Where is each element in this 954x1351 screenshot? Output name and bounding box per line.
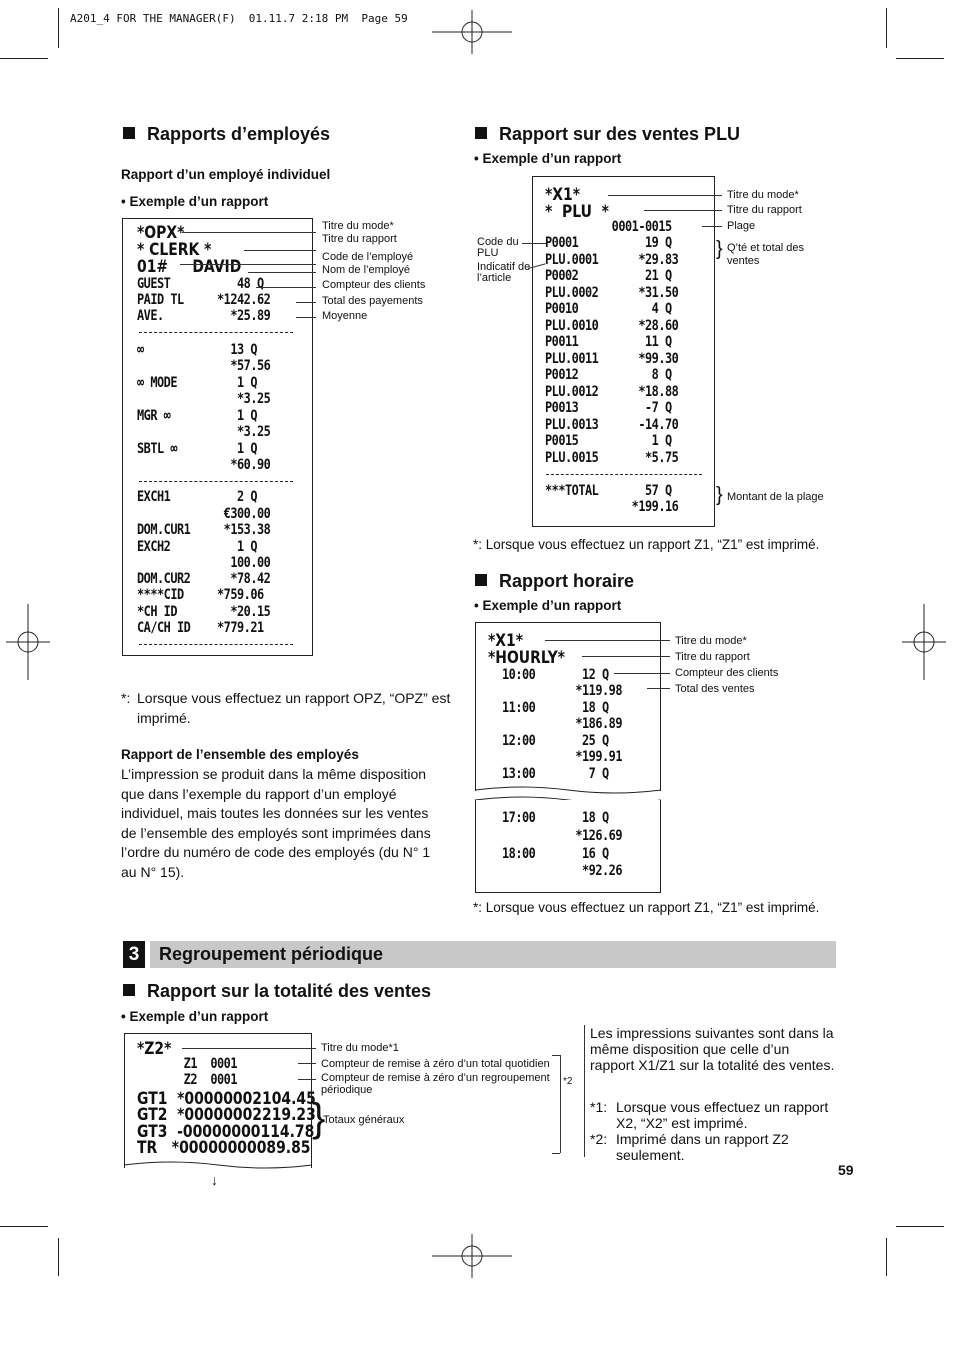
crop-mark <box>58 1238 59 1276</box>
bracket-line <box>552 1055 560 1056</box>
square-bullet-icon <box>475 127 487 139</box>
leader-line <box>647 688 670 689</box>
label-sales-total: Total des ventes <box>675 683 755 695</box>
section-number: 3 <box>123 941 145 968</box>
label-item-indicator: Indicatif de l’article <box>477 261 531 284</box>
label-mode-title: Titre du mode* <box>727 189 799 201</box>
footnote-2: Imprimé dans un rapport Z2 seulement. <box>616 1131 789 1163</box>
receipt-line: ∞ 13 Q <box>137 342 258 358</box>
leader-line <box>298 1079 316 1080</box>
receipt-line: DOM.CUR2 *78.42 <box>137 571 271 587</box>
receipt-line: ***TOTAL 57 Q <box>545 483 672 499</box>
registration-mark-icon <box>902 604 946 680</box>
leader-line <box>296 302 316 303</box>
example-label: • Exemple d’un rapport <box>474 598 622 613</box>
receipt-line: P0012 8 Q <box>545 367 672 383</box>
receipt-line: 18:00 16 Q <box>502 846 609 862</box>
label-report-title: Titre du rapport <box>322 233 397 245</box>
receipt-line: *199.91 <box>502 749 623 765</box>
square-bullet-icon <box>123 984 135 996</box>
crop-mark <box>886 1238 887 1276</box>
receipt-line: Z1 0001 <box>137 1056 238 1072</box>
label-range: Plage <box>727 220 756 232</box>
label-grand-totals: Totaux généraux <box>323 1114 405 1126</box>
example-label: • Exemple d’un rapport <box>474 151 622 166</box>
label-report-title: Titre du rapport <box>727 204 802 216</box>
leader-line <box>582 656 670 657</box>
receipt-line: MGR ∞ 1 Q <box>137 408 258 424</box>
note-plu: *: Lorsque vous effectuez un rapport Z1, “Z1” est imprimé. <box>473 537 820 552</box>
example-label: • Exemple d’un rapport <box>121 1009 269 1024</box>
leader-line <box>545 640 670 641</box>
receipt-line: *3.25 <box>137 391 271 407</box>
receipt-line: *60.90 <box>137 457 271 473</box>
receipt-line: PLU.0011 *99.30 <box>545 351 679 367</box>
print-header: A201_4 FOR THE MANAGER(F) 01.11.7 2:18 PM Page 59 <box>70 12 408 25</box>
receipt-line: P0002 21 Q <box>545 268 672 284</box>
receipt-line: 17:00 18 Q <box>502 810 609 826</box>
label-mode-title: Titre du mode* <box>322 220 394 232</box>
receipt-line: PLU.0002 *31.50 <box>545 285 679 301</box>
subtitle-individual: Rapport d’un employé individuel <box>121 167 331 182</box>
receipt-line: *Z2* <box>137 1039 172 1059</box>
receipt-line: *57.56 <box>137 358 271 374</box>
receipt-employee <box>122 218 313 656</box>
receipt-line: PAID TL *1242.62 <box>137 292 271 308</box>
receipt-line: *HOURLY* <box>488 648 565 668</box>
receipt-line: 12:00 25 Q <box>502 733 609 749</box>
section-title-hourly: Rapport horaire <box>475 571 634 592</box>
receipt-hourly-top <box>475 622 661 791</box>
crop-mark <box>0 1226 48 1227</box>
dashed-separator <box>139 332 293 333</box>
receipt-line: *126.69 <box>502 828 623 844</box>
receipt-line: PLU.0013 -14.70 <box>545 417 679 433</box>
leader-line <box>644 210 722 211</box>
receipt-line: AVE. *25.89 <box>137 308 271 324</box>
receipt-line: P0010 4 Q <box>545 301 672 317</box>
receipt-line: DOM.CUR1 *153.38 <box>137 522 271 538</box>
receipt-line: Z2 0001 <box>137 1072 238 1088</box>
receipt-line: *X1* <box>488 631 524 651</box>
receipt-line: ****CID *759.06 <box>137 587 264 603</box>
receipt-line: *92.26 <box>502 863 623 879</box>
leader-line <box>256 287 316 288</box>
crop-mark <box>58 8 59 48</box>
receipt-line: *OPX* <box>137 223 185 243</box>
receipt-line: 10:00 12 Q <box>502 667 609 683</box>
receipt-line: *199.16 <box>545 499 679 515</box>
leader-line <box>180 264 316 265</box>
dashed-separator <box>546 474 702 475</box>
label-range-amount: Montant de la plage <box>727 491 824 503</box>
receipt-line: GUEST 48 Q <box>137 276 264 292</box>
receipt-line: *X1* <box>545 185 581 205</box>
label-daily-reset: Compteur de remise à zéro d’un total quotidien <box>321 1058 550 1070</box>
section-title-periodic: Regroupement périodique <box>159 944 384 964</box>
paragraph-all-clerks: L’impression se produit dans la même disposition que dans l’exemple du rapport d’un employé individuel, mais toutes les données sur les ventes de l’ensemble des employés sont imprimées dans l’ordre du numéro de code des employés (du N° 1 au N° 15). <box>121 766 431 880</box>
receipt-line: EXCH1 2 Q <box>137 489 258 505</box>
receipt-line: *3.25 <box>137 424 271 440</box>
label-mode-title: Titre du mode* <box>675 635 747 647</box>
crop-mark <box>896 1226 944 1227</box>
label-clerk-code: Code de l’employé <box>322 251 414 263</box>
leader-line <box>522 243 546 244</box>
receipt-line: 13:00 7 Q <box>502 766 609 782</box>
label-customer-count: Compteur des clients <box>675 667 779 679</box>
receipt-line: EXCH2 1 Q <box>137 539 258 555</box>
receipt-line: PLU.0001 *29.83 <box>545 252 679 268</box>
receipt-line: 11:00 18 Q <box>502 700 609 716</box>
receipt-total-sales <box>124 1033 316 1168</box>
registration-mark-icon <box>432 10 512 54</box>
label-clerk-name: Nom de l’employé <box>322 264 411 276</box>
note-hourly: *: Lorsque vous effectuez un rapport Z1, “Z1” est imprimé. <box>473 900 820 915</box>
subtitle-all-clerks: Rapport de l’ensemble des employés <box>121 747 359 762</box>
receipt-plu <box>532 176 715 527</box>
dashed-separator <box>139 481 293 482</box>
leader-line <box>608 195 722 196</box>
square-bullet-icon <box>123 127 135 139</box>
leader-line <box>244 250 316 251</box>
footnote-marker-1: *1: <box>590 1099 608 1115</box>
receipt-line: GT1 *00000002104.45 <box>137 1089 316 1109</box>
footnote-marker-2: *2 <box>563 1076 573 1087</box>
receipt-line: PLU.0015 *5.75 <box>545 450 679 466</box>
section-title-employees: Rapports d’employés <box>123 124 330 145</box>
receipt-line: * CLERK * <box>137 240 212 260</box>
receipt-line: GT2 *00000002219.23 <box>137 1105 316 1125</box>
down-arrow-icon: ↓ <box>211 1172 218 1188</box>
footnote-marker-2-text: *2: <box>590 1131 608 1147</box>
registration-mark-icon <box>6 604 50 680</box>
dashed-separator <box>139 644 293 645</box>
crop-mark <box>0 58 48 59</box>
page-number: 59 <box>838 1162 854 1178</box>
paragraph-total-sales: Les impressions suivantes sont dans la même disposition que celle d’un rapport X1/Z1 sur la totalité des ventes. <box>590 1025 835 1073</box>
label-customer-count: Compteur des clients <box>322 279 426 291</box>
column-divider <box>584 1025 585 1157</box>
section-title-plu: Rapport sur des ventes PLU <box>475 124 740 145</box>
label-report-title: Titre du rapport <box>675 651 750 663</box>
receipt-line: PLU.0010 *28.60 <box>545 318 679 334</box>
receipt-line: TR *00000000089.85 <box>137 1138 311 1158</box>
label-mode-title: Titre du mode*1 <box>321 1042 399 1054</box>
leader-line <box>248 272 316 273</box>
leader-line <box>182 1048 316 1049</box>
receipt-line: * PLU * <box>545 202 609 222</box>
leader-line <box>614 673 670 674</box>
label-periodic-reset: Compteur de remise à zéro d’un regroupement périodique <box>321 1072 550 1096</box>
label-plu-code: Code du PLU <box>477 236 519 259</box>
receipt-line: P0011 11 Q <box>545 334 672 350</box>
receipt-line: €300.00 <box>137 506 271 522</box>
brace-icon: } <box>312 1096 326 1140</box>
footnote-1: Lorsque vous effectuez un rapport X2, “X2” est imprimé. <box>616 1099 829 1131</box>
label-qty-total: Q’té et total des ventes <box>727 242 805 267</box>
section-title-total-sales: Rapport sur la totalité des ventes <box>123 981 431 1002</box>
leader-line <box>296 317 316 318</box>
square-bullet-icon <box>475 574 487 586</box>
bracket-line <box>552 1153 560 1154</box>
leader-line <box>182 232 316 233</box>
paper-tear-icon <box>123 1161 313 1171</box>
brace-icon: } <box>716 484 723 506</box>
crop-mark <box>886 8 887 48</box>
crop-mark <box>896 58 944 59</box>
registration-mark-icon <box>432 1234 512 1278</box>
label-payments-total: Total des payements <box>322 295 423 307</box>
receipt-line: ∞ MODE 1 Q <box>137 375 258 391</box>
receipt-line: 01# DAVID <box>137 257 242 277</box>
leader-line <box>702 226 722 227</box>
receipt-line: CA/CH ID *779.21 <box>137 620 264 636</box>
receipt-line: *119.98 <box>502 683 623 699</box>
receipt-line: 100.00 <box>137 555 271 571</box>
leader-line <box>298 1063 316 1064</box>
brace-icon: } <box>716 238 723 260</box>
receipt-line: *186.89 <box>502 716 623 732</box>
bracket-line <box>560 1055 561 1153</box>
receipt-line: *CH ID *20.15 <box>137 604 271 620</box>
receipt-line: 0001-0015 <box>545 219 672 235</box>
receipt-line: PLU.0012 *18.88 <box>545 384 679 400</box>
note-marker: *: <box>121 690 131 706</box>
example-label: • Exemple d’un rapport <box>121 194 269 209</box>
receipt-line: P0013 -7 Q <box>545 400 672 416</box>
receipt-line: P0015 1 Q <box>545 433 672 449</box>
label-average: Moyenne <box>322 310 368 322</box>
receipt-line: SBTL ∞ 1 Q <box>137 441 258 457</box>
receipt-line: P0001 19 Q <box>545 235 672 251</box>
receipt-line: GT3 -00000000114.78 <box>137 1122 315 1142</box>
note-opz: Lorsque vous effectuez un rapport OPZ, “OPZ” est imprimé. <box>137 690 451 726</box>
receipt-hourly-bottom <box>475 800 661 893</box>
